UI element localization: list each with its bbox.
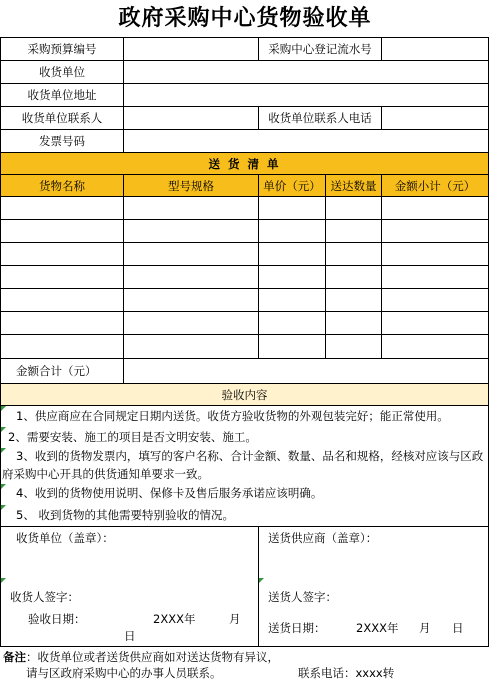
inspection-item-4: 4、收到的货物使用说明、保修卡及售后服务承诺应该明确。 — [16, 486, 323, 500]
deliverer-sign-label: 送货人签字： — [268, 590, 337, 604]
total-amount-label: 金额合计（元） — [16, 364, 97, 378]
comment-marker-icon — [1, 578, 6, 583]
page-title: 政府采购中心货物验收单 — [118, 6, 372, 31]
receiver-phone-label: 收货单位联系人电话 — [268, 111, 372, 125]
table-row[interactable] — [1, 312, 488, 334]
receiver-sign-label: 收货人签字： — [10, 590, 79, 604]
footer-phone: 联系电话：xxxx转 — [298, 665, 395, 680]
accept-date-month: 月 — [229, 612, 241, 626]
receiver-unit-label: 收货单位 — [39, 65, 85, 79]
inspection-item-2: 2、需要安装、施工的项目是否文明安装、施工。 — [8, 429, 257, 444]
delivery-date-day: 日 — [452, 621, 464, 635]
footer-note-text: ：收货单位或者送货供应商如对送达货物有异议， — [26, 649, 279, 664]
delivery-date-year[interactable]: 2XXX年 — [356, 621, 399, 635]
accept-date-label: 验收日期： — [28, 612, 86, 626]
inspection-item-5: 5、 收到货物的其他需要特别验收的情况。 — [16, 507, 234, 522]
receiver-phone-field[interactable] — [382, 107, 488, 129]
budget-no-label: 采购预算编号 — [27, 42, 97, 56]
comment-marker-icon — [259, 578, 264, 583]
col-subtotal: 金额小计（元） — [394, 178, 476, 193]
invoice-no-label: 发票号码 — [39, 134, 85, 148]
table-row[interactable] — [1, 266, 488, 288]
table-row[interactable] — [1, 197, 488, 219]
footer-note — [3, 648, 303, 665]
supplier-seal-label: 送货供应商（盖章）： — [268, 531, 378, 545]
inspection-header: 验收内容 — [221, 387, 268, 402]
receiver-contact-field[interactable] — [124, 107, 258, 129]
registry-no-label: 采购中心登记流水号 — [268, 42, 372, 56]
table-row[interactable] — [1, 289, 488, 311]
col-quantity: 送达数量 — [330, 178, 377, 193]
accept-date-day: 日 — [124, 629, 136, 643]
comment-marker-icon — [1, 484, 6, 489]
table-row[interactable] — [1, 335, 488, 358]
receiver-seal-label: 收货单位（盖章）： — [16, 531, 114, 545]
receiver-unit-field[interactable] — [124, 61, 488, 83]
registry-no-field[interactable] — [382, 38, 488, 60]
delivery-list-header: 送 货 清 单 — [208, 156, 281, 171]
receiver-contact-label: 收货单位联系人 — [21, 111, 103, 125]
budget-no-field[interactable] — [124, 38, 258, 60]
inspection-item-3: 3、收到的货物发票内，填写的客户名称、合计金额、数量、品名和规格，经核对应该与区政府采购中心开具的供货通知单要求一致。 — [2, 449, 484, 481]
total-amount-field[interactable] — [124, 359, 488, 383]
receiver-address-label: 收货单位地址 — [27, 88, 97, 102]
delivery-date-month: 月 — [419, 621, 431, 635]
table-row[interactable] — [1, 243, 488, 265]
accept-date-year[interactable]: 2XXX年 — [153, 612, 196, 626]
table-row[interactable] — [1, 220, 488, 242]
comment-marker-icon — [1, 505, 6, 510]
comment-marker-icon — [1, 427, 6, 432]
col-goods-name: 货物名称 — [39, 178, 85, 193]
receiver-address-field[interactable] — [124, 84, 488, 106]
inspection-item-1: 1、供应商应在合同规定日期内送货。收货方验收货物的外观包装完好；能正常使用。 — [16, 408, 449, 423]
footer-note-label: 备注 — [3, 649, 26, 664]
delivery-date-label: 送货日期： — [268, 621, 326, 635]
comment-marker-icon — [1, 406, 6, 411]
col-model-spec: 型号规格 — [168, 178, 214, 193]
col-unit-price: 单价（元） — [263, 178, 321, 193]
invoice-no-field[interactable] — [124, 130, 488, 152]
footer-note-line2: 请与区政府采购中心的办事人员联系。 — [26, 665, 222, 680]
